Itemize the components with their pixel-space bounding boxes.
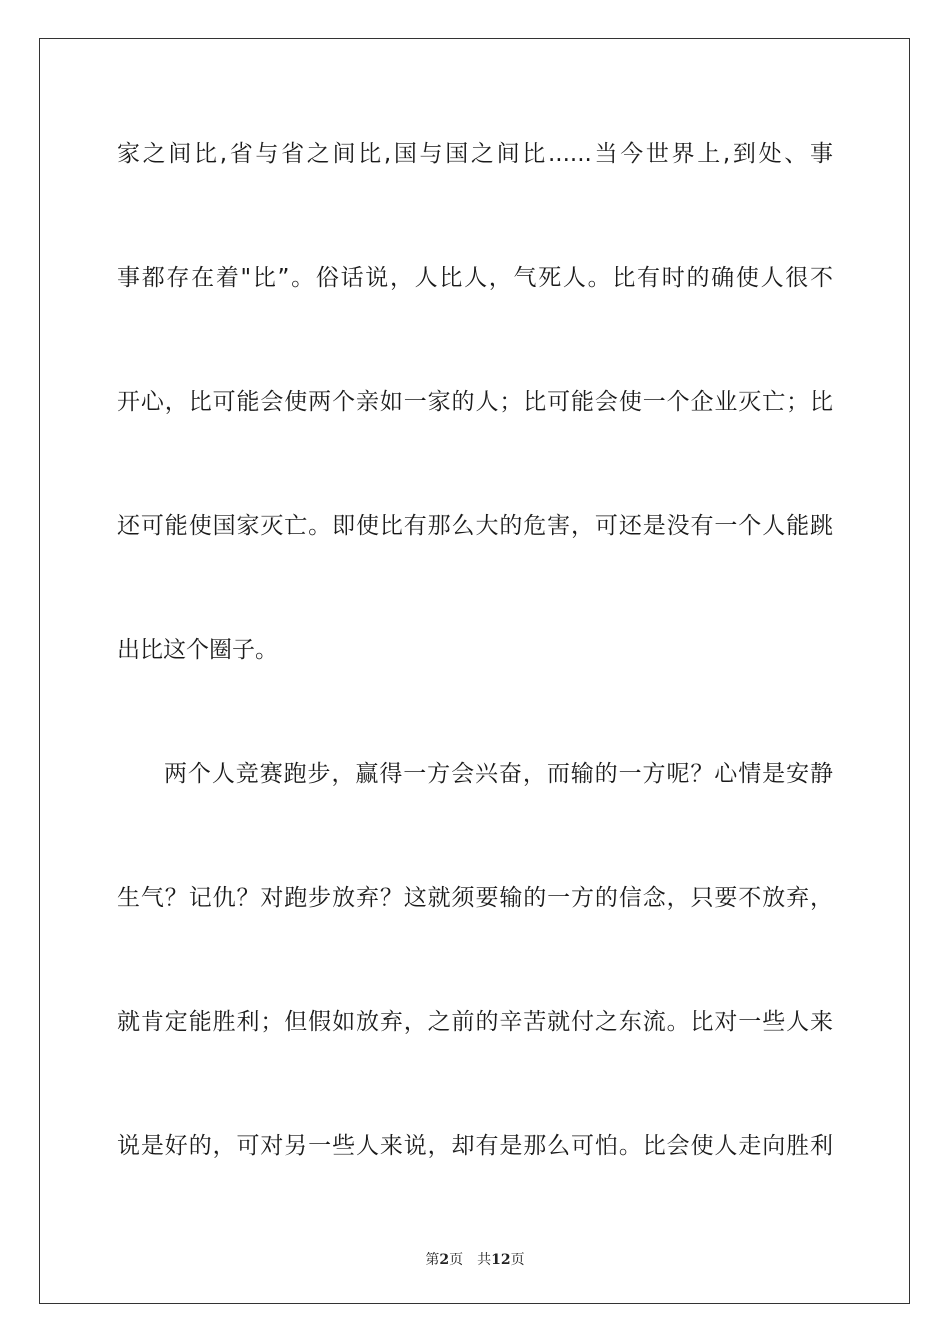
paragraph-line-6: 两个人竞赛跑步，赢得一方会兴奋，而输的一方呢？心情是安静 (164, 761, 833, 787)
footer-page-number: 2 (439, 1252, 450, 1268)
paragraph-line-8: 就肯定能胜利；但假如放弃，之前的辛苦就付之东流。比对一些人来 (117, 1009, 833, 1035)
paragraph-line-9: 说是好的，可对另一些人来说，却有是那么可怕。比会使人走向胜利 (117, 1133, 833, 1159)
paragraph-line-7: 生气？记仇？对跑步放弃？这就须要输的一方的信念，只要不放弃， (117, 885, 833, 911)
paragraph-line-4: 还可能使国家灭亡。即使比有那么大的危害，可还是没有一个人能跳 (117, 513, 833, 539)
paragraph-line-5: 出比这个圈子。 (117, 637, 278, 663)
paragraph-line-2: 事都存在着"比”。俗话说，人比人，气死人。比有时的确使人很不 (117, 265, 833, 291)
paragraph-line-3: 开心，比可能会使两个亲如一家的人；比可能会使一个企业灭亡；比 (117, 389, 833, 415)
footer-total-prefix: 共 (477, 1252, 492, 1268)
footer-total-pages: 12 (491, 1252, 511, 1268)
paragraph-line-1: 家之间比,省与省之间比,国与国之间比......当今世界上,到处、事 (117, 141, 833, 167)
footer-total-suffix: 页 (510, 1252, 525, 1268)
page-footer (0, 1249, 950, 1269)
footer-page-prefix: 第 (425, 1252, 440, 1268)
page-border (39, 38, 910, 1304)
footer-page-suffix: 页 (449, 1252, 464, 1268)
